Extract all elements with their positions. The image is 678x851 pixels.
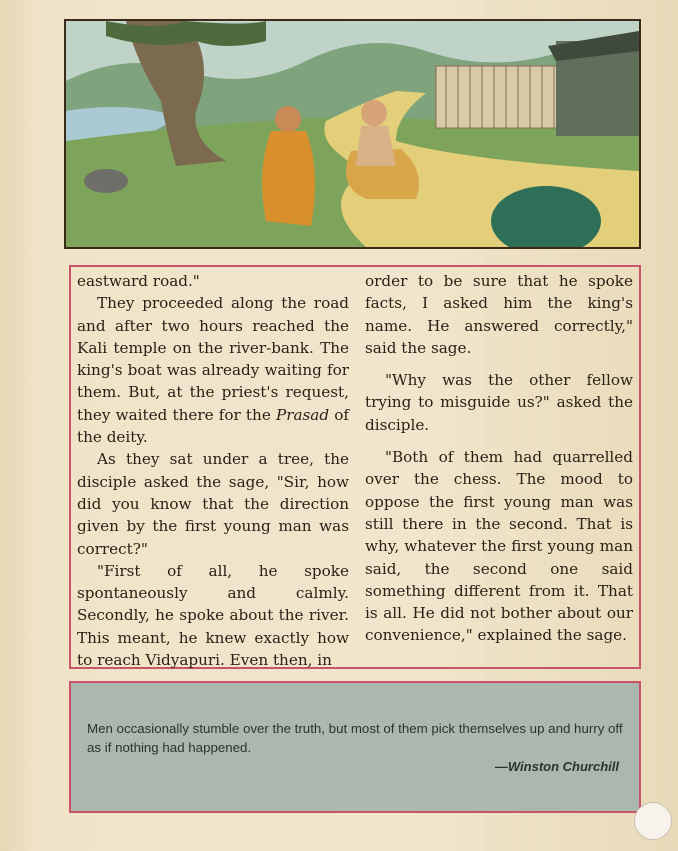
text-column-right: [365, 270, 633, 647]
publisher-logo-icon: [634, 802, 672, 840]
text-column-left: [77, 270, 349, 671]
paragraph-text-end: of the deity.: [77, 405, 349, 447]
paragraph: "Both of them had quarrelled over the chess. The mood to oppose the first young man was still there in the second. That is why, whatever the first young man said, the second one said something different from it. That is all. He did not bother about our convenience," explained the sage.: [365, 448, 633, 645]
paragraph: eastward road.": [77, 272, 200, 290]
quote-text: Men occasionally stumble over the truth, but most of them pick themselves up and hurry off as if nothing had happened.: [87, 721, 623, 755]
paragraph-text: They proceeded along the road and after two hours reached the Kali temple on the river-bank. The king's boat was already waiting for them. But, at the priest's request, they waited there for the: [77, 294, 349, 424]
paragraph: order to be sure that he spoke facts, I asked him the king's name. He answered correctly," said the sage.: [365, 272, 633, 357]
italic-word: Prasad: [275, 405, 330, 424]
paragraph: "First of all, he spoke spontaneously and calmly. Secondly, he spoke about the river. This meant, he knew exactly how to reach Vidyapuri. Even then, in: [77, 561, 349, 670]
paragraph: "Why was the other fellow trying to misguide us?" asked the disciple.: [365, 371, 633, 434]
paragraph: [77, 292, 349, 448]
story-illustration: [64, 19, 641, 249]
quote-box: [69, 681, 641, 813]
story-text-frame: [69, 265, 641, 669]
quote-author: —Winston Churchill: [494, 759, 619, 774]
paragraph: As they sat under a tree, the disciple asked the sage, "Sir, how did you know that the direction given by the first young man was correct?": [77, 450, 349, 558]
